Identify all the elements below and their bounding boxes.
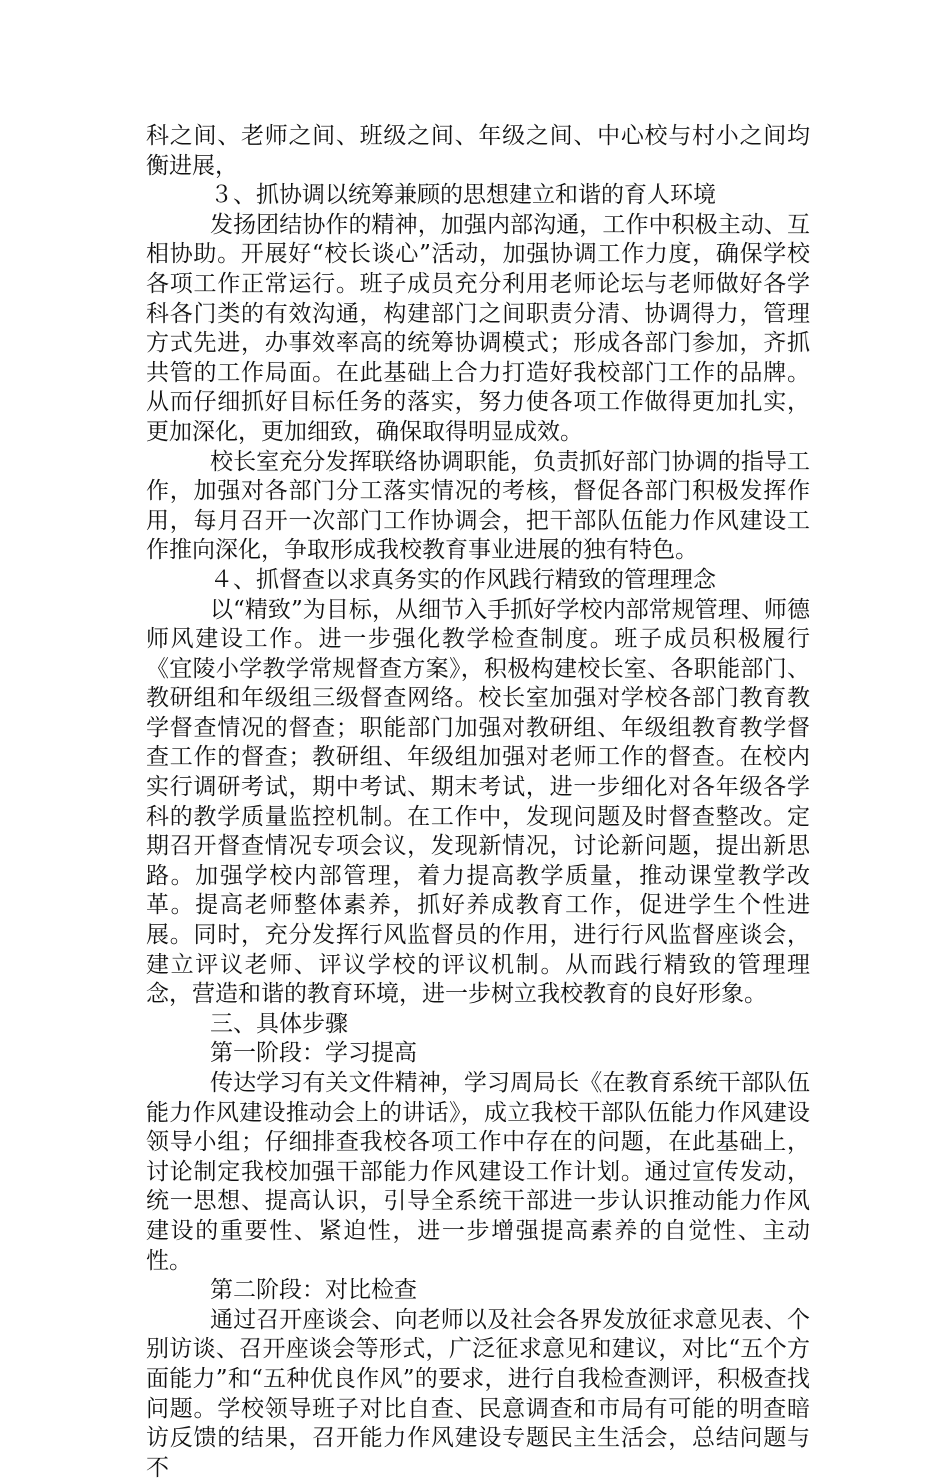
section-heading-steps: 三、具体步骤 [210, 1010, 348, 1037]
document-body [146, 122, 810, 1483]
stage-heading-2: 第二阶段：对比检查 [210, 1277, 417, 1304]
section-heading-3: ３、抓协调以统筹兼顾的思想建立和谐的育人环境 [210, 182, 716, 209]
paragraph: 以“精致”为目标，从细节入手抓好学校内部常规管理、师德师风建设工作。进一步强化教学检查制度。班子成员积极履行《宜陵小学教学常规督查方案》，积极构建校长室、各职能部门、教研组和年级组三级督查网络。校长室加强对学校各部门教育教学督查情况的督查；职能部门加强对教研组、年级组教育教学督查工作的督查；教研组、年级组加强对老师工作的督查。在校内实行调研考试，期中考试、期末考试，进一步细化对各年级各学科的教学质量监控机制。在工作中，发现问题及时督查整改。定期召开督查情况专项会议，发现新情况，讨论新问题，提出新思路。加强学校内部管理，着力提高教学质量，推动课堂教学改革。提高老师整体素养，抓好养成教育工作，促进学生个性进展。同时，充分发挥行风监督员的作用，进行行风监督座谈会，建立评议老师、评议学校的评议机制。从而践行精致的管理理念，营造和谐的教育环境，进一步树立我校教育的良好形象。 [146, 596, 810, 1008]
paragraph: 发扬团结协作的精神，加强内部沟通，工作中积极主动、互相协助。开展好“校长谈心”活动，加强协调工作力度，确保学校各项工作正常运行。班子成员充分利用老师论坛与老师做好各学科各门类的有效沟通，构建部门之间职责分清、协调得力，管理方式先进，办事效率高的统筹协调模式；形成各部门参加，齐抓共管的工作局面。在此基础上合力打造好我校部门工作的品牌。从而仔细抓好目标任务的落实，努力使各项工作做得更加扎实，更加深化，更加细致，确保取得明显成效。 [146, 211, 810, 445]
stage-heading-1: 第一阶段：学习提高 [210, 1040, 417, 1067]
paragraph-continuation: 科之间、老师之间、班级之间、年级之间、中心校与村小之间均衡进展， [146, 123, 810, 179]
paragraph: 传达学习有关文件精神，学习周局长《在教育系统干部队伍能力作风建设推动会上的讲话》，成立我校干部队伍能力作风建设领导小组；仔细排查我校各项工作中存在的问题，在此基础上，讨论制定我校加强干部能力作风建设工作计划。通过宣传发动，统一思想、提高认识，引导全系统干部进一步认识推动能力作风建设的重要性、紧迫性，进一步增强提高素养的自觉性、主动性。 [146, 1070, 810, 1274]
paragraph: 通过召开座谈会、向老师以及社会各界发放征求意见表、个别访谈、召开座谈会等形式，广泛征求意见和建议，对比“五个方面能力”和“五种优良作风”的要求，进行自我检查测评，积极查找问题。学校领导班子对比自查、民意调查和市局有可能的明查暗访反馈的结果，召开能力作风建设专题民主生活会，总结问题与不 [146, 1306, 810, 1481]
paragraph: 校长室充分发挥联络协调职能，负责抓好部门协调的指导工作，加强对各部门分工落实情况的考核，督促各部门积极发挥作用，每月召开一次部门工作协调会，把干部队伍能力作风建设工作推向深化，争取形成我校教育事业进展的独有特色。 [146, 448, 810, 564]
section-heading-4: ４、抓督查以求真务实的作风践行精致的管理理念 [210, 566, 716, 593]
